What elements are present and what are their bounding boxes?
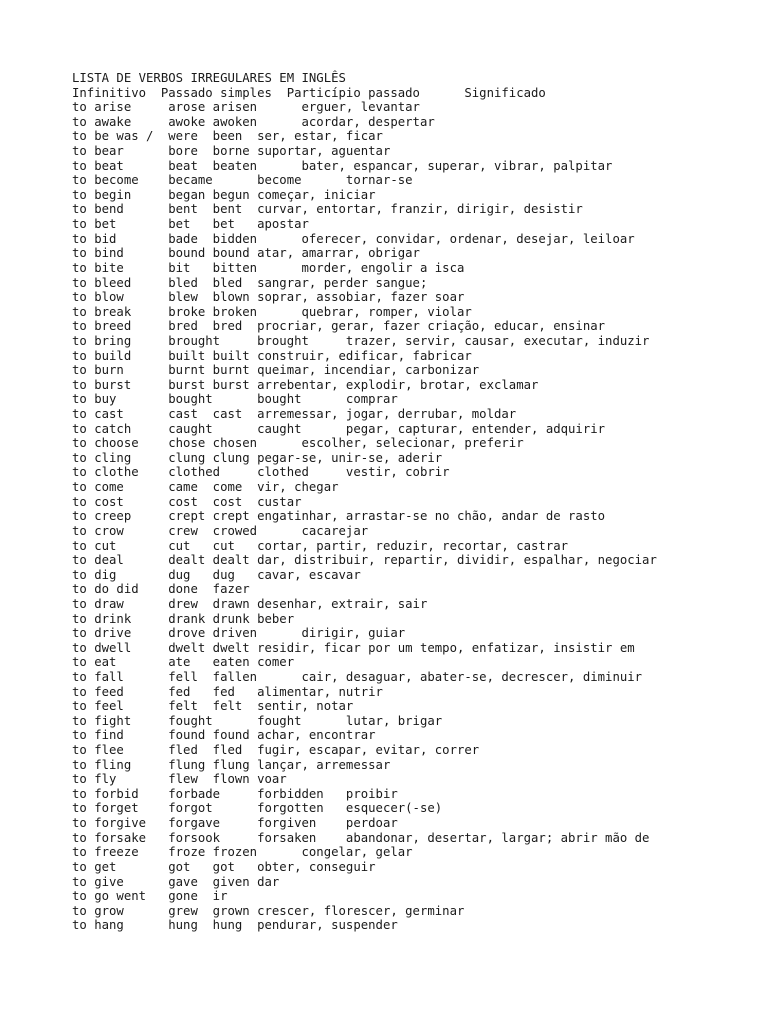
column-header: Infinitivo Passado simples Particípio passado Significado — [72, 85, 546, 100]
verb-row: to dig dug dug cavar, escavar — [72, 567, 361, 582]
verb-row: to do did done fazer — [72, 582, 250, 597]
verb-row: to creep crept crept engatinhar, arrastar-se no chão, andar de rasto — [72, 509, 606, 524]
verb-rows — [72, 100, 762, 933]
document-title: LISTA DE VERBOS IRREGULARES EM INGLÊS — [72, 71, 346, 85]
verb-row: to cost cost cost custar — [72, 494, 302, 509]
verb-row: to come came come vir, chegar — [72, 480, 339, 495]
verb-row: to become became become tornar-se — [72, 173, 413, 188]
verb-row: to give gave given dar — [72, 874, 280, 889]
verb-row: to fall fell fallen cair, desaguar, abater-se, decrescer, diminuir — [72, 669, 643, 684]
verb-row: to choose chose chosen escolher, selecionar, preferir — [72, 436, 524, 451]
verb-row: to dwell dwelt dwelt residir, ficar por um tempo, enfatizar, insistir em — [72, 640, 635, 655]
verb-row: to go went gone ir — [72, 889, 228, 904]
verb-row: to drive drove driven dirigir, guiar — [72, 626, 406, 641]
verb-row: to awake awoke awoken acordar, despertar — [72, 114, 435, 129]
verb-row: to fight fought fought lutar, brigar — [72, 713, 443, 728]
verb-row: to bend bent bent curvar, entortar, franzir, dirigir, desistir — [72, 202, 583, 217]
verb-row: to cling clung clung pegar-se, unir-se, aderir — [72, 450, 443, 465]
verb-row: to build built built construir, edificar, fabricar — [72, 348, 472, 363]
verb-row: to bear bore borne suportar, aguentar — [72, 144, 391, 159]
verb-row: to begin began begun começar, iniciar — [72, 187, 376, 202]
verb-row: to deal dealt dealt dar, distribuir, repartir, dividir, espalhar, negociar — [72, 553, 657, 568]
verb-row: to get got got obter, conseguir — [72, 859, 376, 874]
verb-row: to beat beat beaten bater, espancar, superar, vibrar, palpitar — [72, 158, 613, 173]
verb-row: to arise arose arisen erguer, levantar — [72, 100, 420, 115]
verb-row: to bring brought brought trazer, servir, causar, executar, induzir — [72, 333, 650, 348]
verb-row: to buy bought bought comprar — [72, 392, 398, 407]
verb-row: to feed fed fed alimentar, nutrir — [72, 684, 383, 699]
verb-row: to draw drew drawn desenhar, extrair, sair — [72, 596, 428, 611]
verb-row: to fling flung flung lançar, arremessar — [72, 757, 391, 772]
verb-row: to breed bred bred procriar, gerar, fazer criação, educar, ensinar — [72, 319, 606, 334]
verb-row: to forget forgot forgotten esquecer(-se) — [72, 801, 443, 816]
verb-row: to clothe clothed clothed vestir, cobrir — [72, 465, 450, 480]
verb-row: to feel felt felt sentir, notar — [72, 699, 354, 714]
verb-row: to forgive forgave forgiven perdoar — [72, 816, 398, 831]
verb-row: to blow blew blown soprar, assobiar, fazer soar — [72, 290, 465, 305]
verb-row: to find found found achar, encontrar — [72, 728, 376, 743]
verb-row: to cut cut cut cortar, partir, reduzir, recortar, castrar — [72, 538, 569, 553]
verb-row: to crow crew crowed cacarejar — [72, 523, 369, 538]
verb-row: to forbid forbade forbidden proibir — [72, 786, 398, 801]
verb-row: to freeze froze frozen congelar, gelar — [72, 845, 413, 860]
verb-row: to bind bound bound atar, amarrar, obrigar — [72, 246, 420, 261]
verb-row: to bleed bled bled sangrar, perder sangue; — [72, 275, 428, 290]
verb-row: to bite bit bitten morder, engolir a isca — [72, 260, 465, 275]
verb-row: to burn burnt burnt queimar, incendiar, carbonizar — [72, 363, 480, 378]
verb-row: to bid bade bidden oferecer, convidar, ordenar, desejar, leiloar — [72, 231, 635, 246]
verb-row: to break broke broken quebrar, romper, violar — [72, 304, 472, 319]
verb-row: to burst burst burst arrebentar, explodir, brotar, exclamar — [72, 377, 539, 392]
verb-row: to forsake forsook forsaken abandonar, desertar, largar; abrir mão de — [72, 830, 650, 845]
verb-row: to eat ate eaten comer — [72, 655, 295, 670]
verb-row: to grow grew grown crescer, florescer, germinar — [72, 903, 465, 918]
verb-row: to fly flew flown voar — [72, 772, 287, 787]
verb-row: to be was / were been ser, estar, ficar — [72, 129, 383, 144]
verb-row: to bet bet bet apostar — [72, 217, 309, 232]
verb-row: to flee fled fled fugir, escapar, evitar, correr — [72, 743, 480, 758]
verb-list-document — [72, 71, 762, 933]
verb-row: to hang hung hung pendurar, suspender — [72, 918, 398, 933]
verb-row: to catch caught caught pegar, capturar, entender, adquirir — [72, 421, 606, 436]
verb-row: to drink drank drunk beber — [72, 611, 295, 626]
verb-row: to cast cast cast arremessar, jogar, derrubar, moldar — [72, 407, 517, 422]
